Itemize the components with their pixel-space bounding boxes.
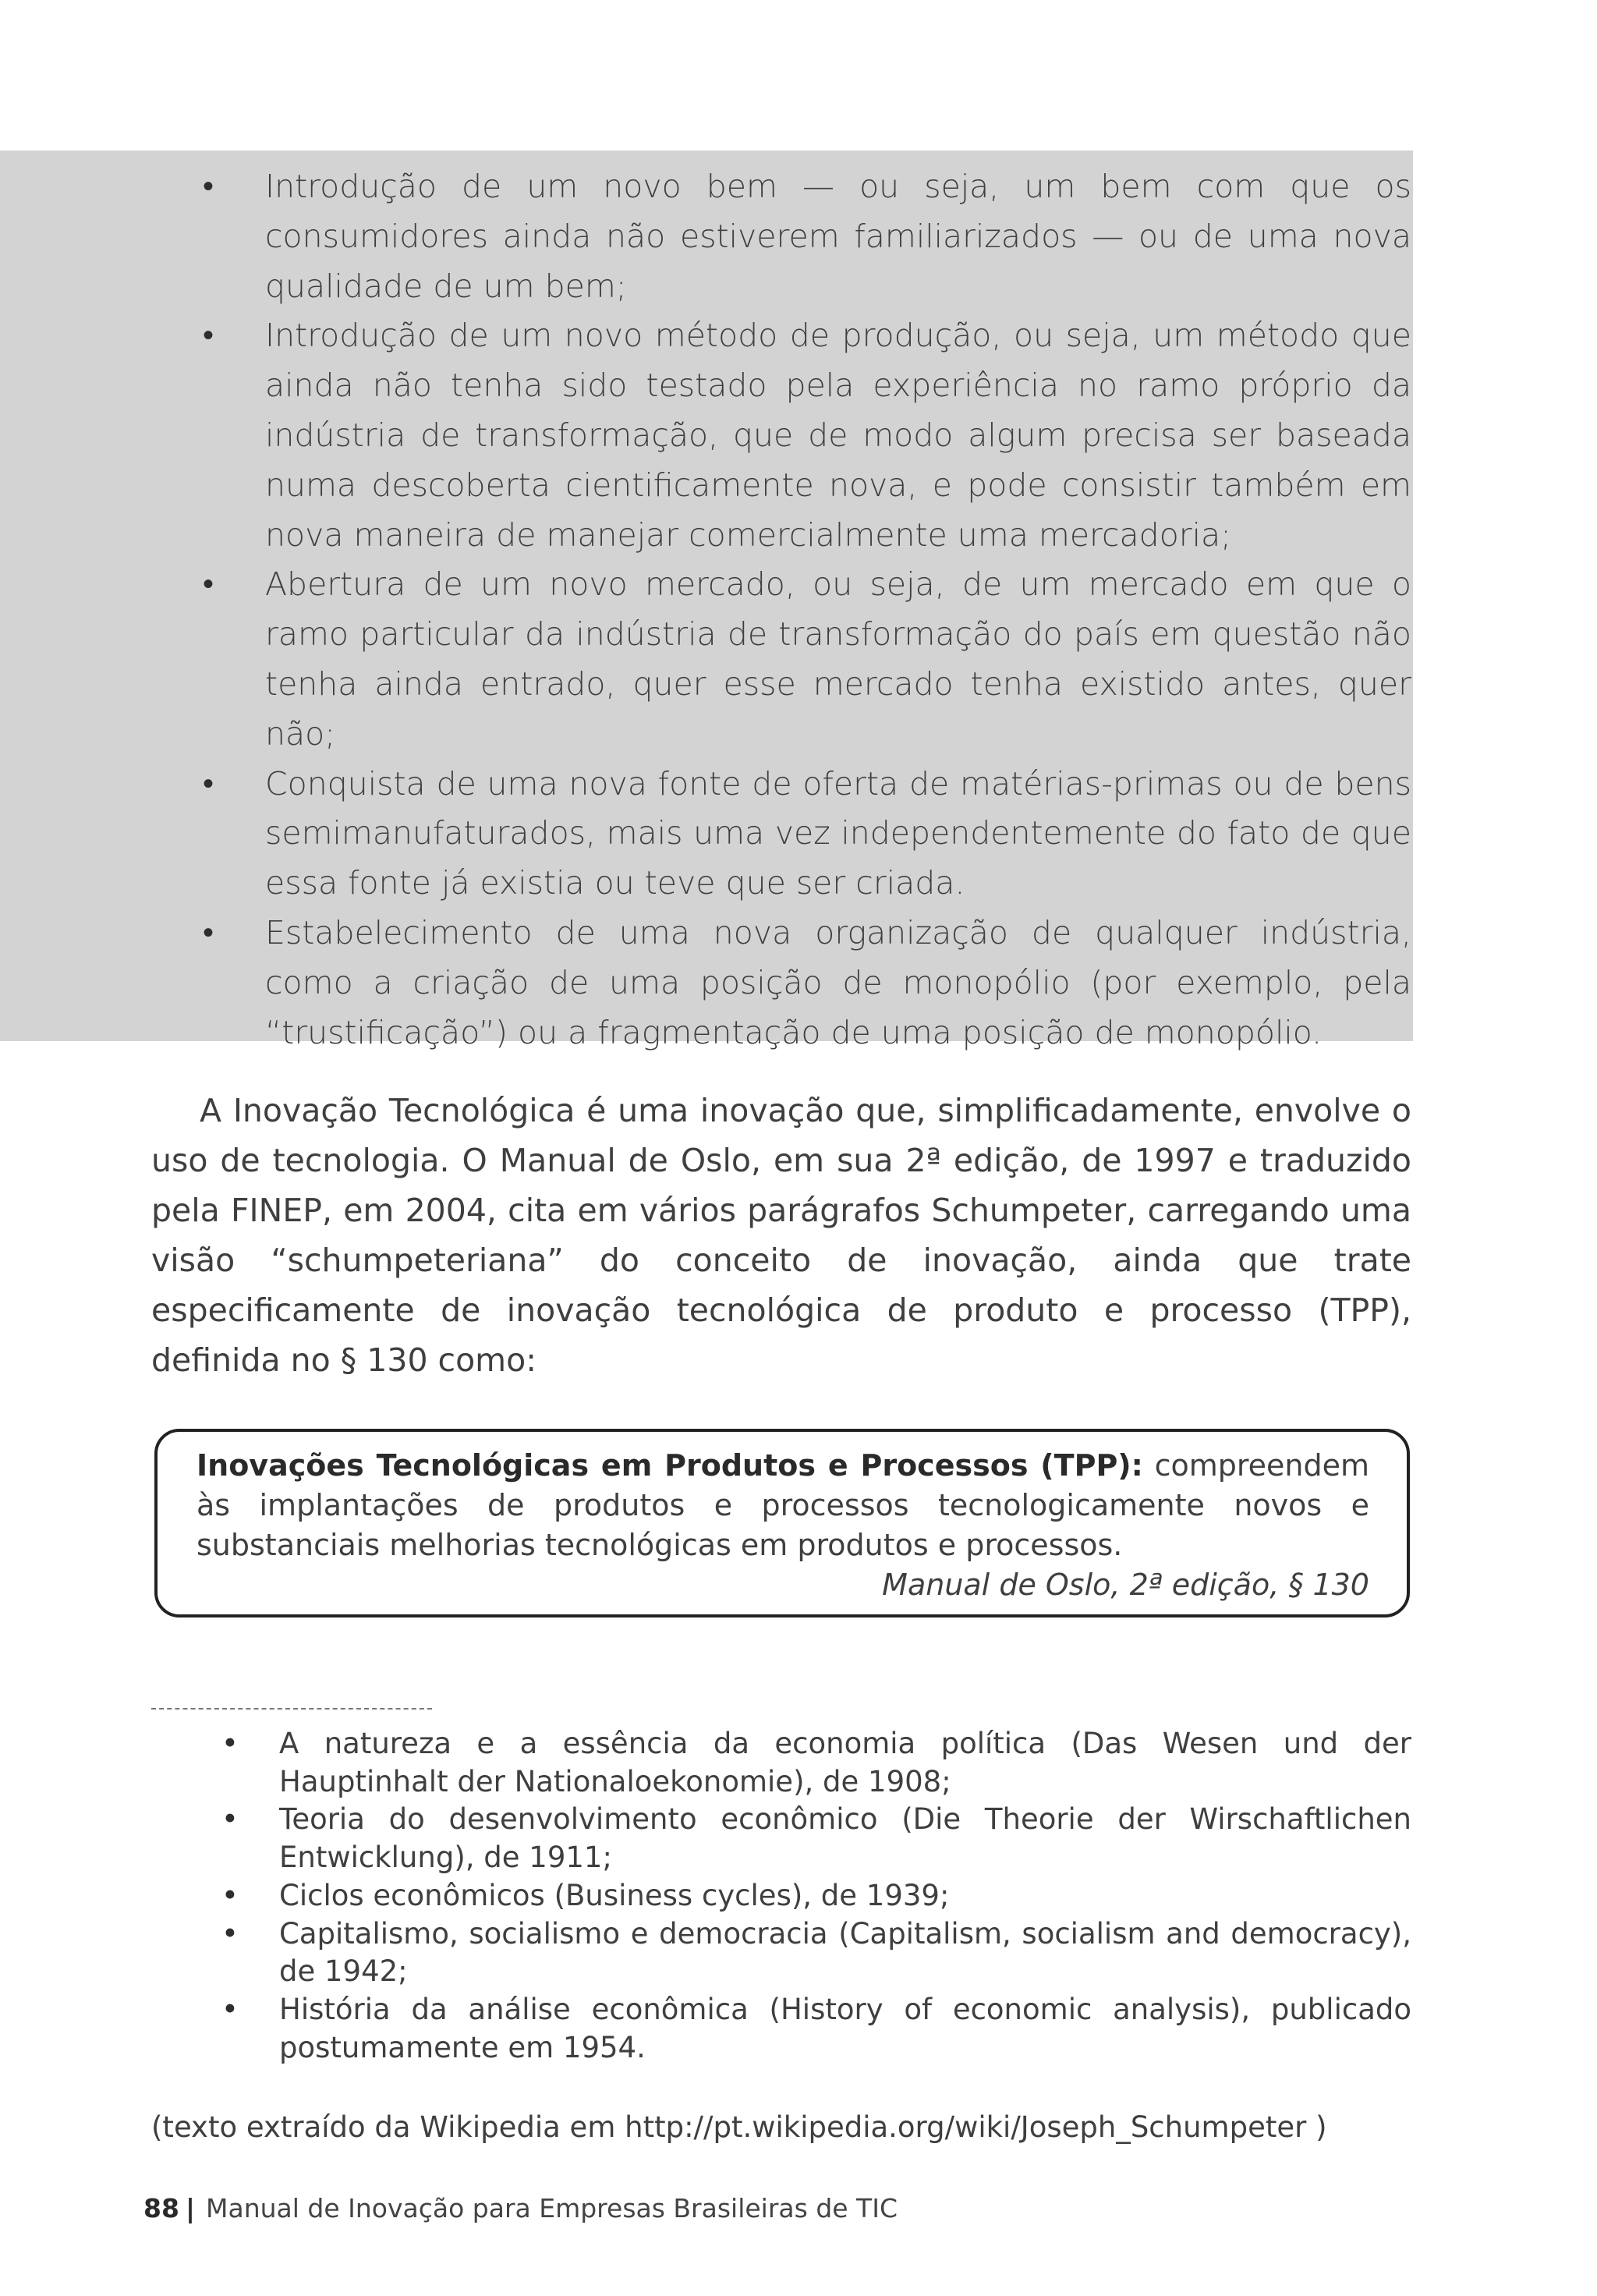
definition-term: Inovações Tecnológicas em Produtos e Processos (TPP): (197, 1448, 1143, 1483)
body-paragraph: A Inovação Tecnológica é uma inovação que, simplificadamente, envolve o uso de tecnologia. O Manual de Oslo, em sua 2ª edição, de 1997 e traduzido pela FINEP, em 2004, cita em vários parágrafos Schumpeter, carregando uma visão “schumpeteriana” do conceito de inovação, ainda que trate especificamente de inovação tecnológica de produto e processo (TPP), definida no § 130 como: (151, 1092, 1411, 1379)
footnote-item: • A natureza e a essência da economia política (Das Wesen und der Hauptinhalt der Nationaloekonomie), de 1908; (279, 1725, 1411, 1801)
footnote-source-note: (texto extraído da Wikipedia em http://pt.wikipedia.org/wiki/Joseph_Schumpeter ) (151, 2110, 1327, 2144)
list-item: • Conquista de uma nova fonte de oferta de matérias-primas ou de bens semimanufaturados, mais uma vez independentemente do fato de que essa fonte já existia ou teve que ser criada. (265, 760, 1411, 909)
definition-box (154, 1429, 1410, 1617)
innovation-types-list (265, 162, 1411, 1058)
list-item: • Introdução de um novo método de produção, ou seja, um método que ainda não tenha sido testado pela experiência no ramo próprio da indústria de transformação, que de modo algum precisa ser baseada numa descoberta cientificamente nova, e pode consistir também em nova maneira de manejar comercialmente uma mercadoria; (265, 311, 1411, 560)
footnote-divider (151, 1708, 432, 1710)
page-number: 88 (143, 2193, 179, 2223)
footnote-list (279, 1725, 1411, 2067)
definition-source: Manual de Oslo, 2ª edição, § 130 (882, 1568, 1369, 1602)
footnote-item: • Ciclos econômicos (Business cycles), de 1939; (279, 1877, 1411, 1915)
page-footer (143, 2190, 898, 2227)
definition-text (197, 1446, 1369, 1565)
footnote-item: • História da análise econômica (History of economic analysis), publicado postumamente em 1954. (279, 1991, 1411, 2067)
list-item: • Abertura de um novo mercado, ou seja, de um mercado em que o ramo particular da indústria de transformação do país em questão não tenha ainda entrado, quer esse mercado tenha existido antes, quer não; (265, 560, 1411, 759)
list-item: • Estabelecimento de uma nova organização de qualquer indústria, como a criação de uma posição de monopólio (por exemplo, pela “trustificação”) ou a fragmentação de uma posição de monopólio. (265, 909, 1411, 1058)
footnote-item: • Teoria do desenvolvimento econômico (Die Theorie der Wirschaftlichen Entwicklung), de 1911; (279, 1801, 1411, 1876)
book-title: Manual de Inovação para Empresas Brasileiras de TIC (206, 2193, 898, 2223)
definition-body: compreendem às implantações de produtos e processos tecnologicamente novos e substanciais melhorias tecnológicas em produtos e processos. (197, 1448, 1369, 1562)
footer-separator: | (185, 2193, 195, 2223)
list-item: • Introdução de um novo bem — ou seja, um bem com que os consumidores ainda não estiverem familiarizados — ou de uma nova qualidade de um bem; (265, 162, 1411, 311)
footnote-item: • Capitalismo, socialismo e democracia (Capitalism, socialism and democracy), de 1942; (279, 1915, 1411, 1991)
